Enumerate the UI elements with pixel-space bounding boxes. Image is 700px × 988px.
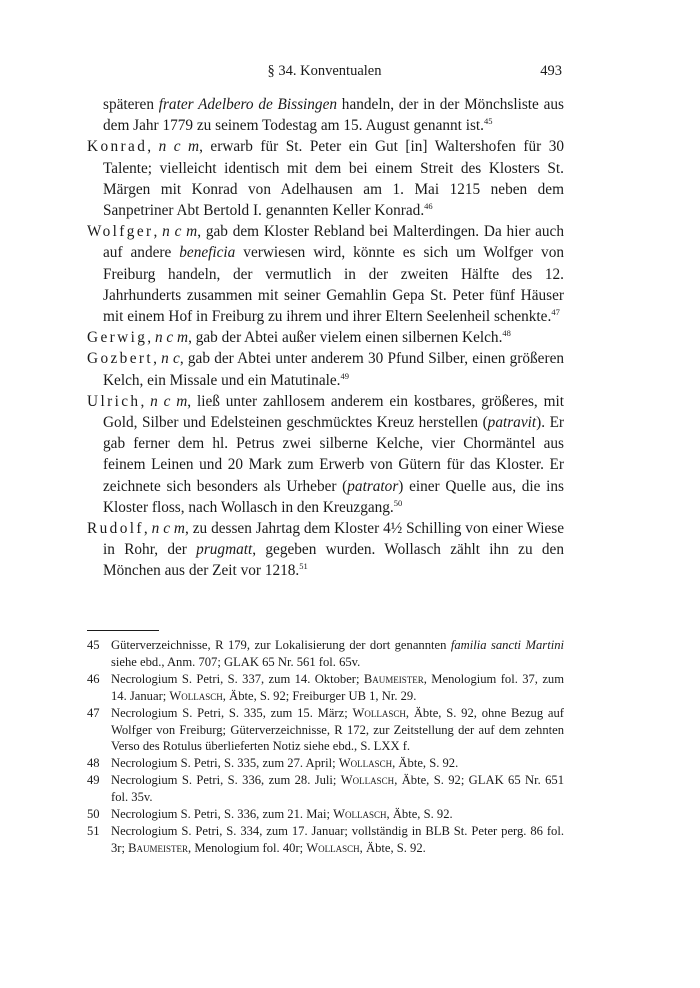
status-abbrev: n c m <box>162 223 198 241</box>
text-run: , ließ unter zahllosem anderem ein kostbares, größeres, mit Gold, Silber und Edelsteinen geschmücktes Kreuz herstellen ( <box>103 392 564 432</box>
text-run: handeln, der in der Mönchsliste aus dem Jahr 1779 zu seinem Todestag am 15. August genannt ist. <box>103 96 565 135</box>
footnote-50 <box>87 806 564 823</box>
text-run: Necrologium S. Petri, S. 337, zum 14. Oktober; <box>111 671 364 686</box>
footnote-49 <box>87 772 564 806</box>
entry-gozbert <box>87 348 564 390</box>
status-abbrev: n c m <box>151 520 185 538</box>
text-run: , gab dem Kloster Rebland bei Malterdingen. Da hier auch auf andere <box>103 223 564 262</box>
status-abbrev: n c m <box>158 138 200 156</box>
text-run: späteren <box>103 96 159 113</box>
footnote-ref[interactable]: 51 <box>299 561 308 572</box>
separator: , <box>147 329 155 347</box>
footnote-46 <box>87 671 564 705</box>
footnote-divider <box>87 630 159 631</box>
running-title: § 34. Konventualen <box>267 63 382 79</box>
text-run: , Äbte, S. 92. <box>392 756 459 771</box>
footnotes <box>87 637 564 857</box>
text-run: Necrologium S. Petri, S. 334, zum 17. Januar; vollständig in BLB St. Peter perg. 86 fol. 3r; <box>111 823 564 855</box>
footnote-45 <box>87 637 564 671</box>
monk-name: Gerwig <box>87 329 148 347</box>
text-run: , zu dessen Jahrtag dem Kloster 4½ Schilling von einer Wiese in Rohr, der <box>103 520 564 559</box>
text-run: ). Er gab ferner dem hl. Petrus zwei silberne Kelche, vier Chormäntel aus feinem Leinen und 20 Mark zum Erwerb von Gütern für das Kloster. Er zeichnete sich besonders als Urheber ( <box>103 414 565 495</box>
italic-run: beneficia <box>179 244 236 262</box>
monk-name: Gozbert <box>87 350 154 368</box>
text-run: ) einer Quelle aus, die ins Kloster floss, nach Wollasch in den Kreuzgang. <box>103 477 564 516</box>
footnote-48 <box>87 755 564 772</box>
text-run: , Äbte, S. 92, ohne Bezug auf Wolfger von Freiburg; Güterverzeichnisse, R 172, zur Zeitstellung der auf dem zehnten Verso des Rotulus überlieferten Notiz siehe ebd., S. LXX f. <box>111 705 564 754</box>
author-name: Wollasch <box>340 773 395 788</box>
footnote-number: 50 <box>87 807 100 822</box>
monk-name: Ulrich <box>87 392 141 410</box>
footnote-51 <box>87 823 564 857</box>
monk-name: Rudolf <box>87 520 144 538</box>
footnote-number: 45 <box>87 638 100 652</box>
italic-run: prugmatt <box>196 541 253 559</box>
author-name: Wollasch <box>333 807 387 822</box>
text-run: verwiesen wird, könnte es sich um Wolfger von Freiburg handeln, der vermutlich in der zweiten Hälfte des 12. Jahrhunderts zusammen mit seiner Gemahlin Gepa St. Peter fünf Häuser mit einem Hof in Freiburg zu ihrem und ihrer Eltern Seelenheil schenkte. <box>103 244 564 326</box>
monk-name: Wolfger <box>87 223 154 241</box>
text-run: , Äbte, S. 92; GLAK 65 Nr. 651 fol. 35v. <box>111 773 564 805</box>
author-name: Wollasch <box>306 840 360 855</box>
footnote-number: 46 <box>87 671 100 686</box>
text-run: , gab der Abtei außer vielem einen silbernen Kelch. <box>188 329 503 347</box>
footnote-number: 51 <box>87 823 100 838</box>
text-run: Necrologium S. Petri, S. 335, zum 27. April; <box>111 756 339 771</box>
status-abbrev: n c m <box>150 392 188 410</box>
status-abbrev: n c m <box>154 329 189 347</box>
entry-gerwig <box>87 327 564 348</box>
text-run: , erwarb für St. Peter ein Gut [in] Waltershofen für 30 Talente; vielleicht identisch mit dem bei einem Streit des Klosters St. Märgen mit Konrad von Adelhausen am 1. Mai 1215 neben dem Sanpetriner Abt Bertold I. genannten Keller Konrad. <box>103 138 564 220</box>
entry-wolfger <box>87 221 564 327</box>
text-run: , gab der Abtei unter anderem 30 Pfund Silber, einen größeren Kelch, ein Missale und ein Matutinale. <box>103 350 565 389</box>
separator: , <box>153 223 163 241</box>
author-name: Wollasch <box>338 756 393 771</box>
status-abbrev: n c <box>161 350 180 368</box>
text-run: Necrologium S. Petri, S. 335, zum 15. März; <box>111 705 353 720</box>
entry-konrad <box>87 136 564 221</box>
author-name: Baumeister <box>128 840 189 855</box>
monk-name: Konrad <box>87 138 148 156</box>
italic-run: familia sancti Martini <box>450 638 564 652</box>
separator: , <box>147 138 159 156</box>
footnote-number: 47 <box>87 705 100 720</box>
footnote-number: 49 <box>87 773 100 788</box>
footnote-ref[interactable]: 50 <box>393 497 403 508</box>
italic-run: frater Adelbero de Bissingen <box>158 96 338 113</box>
text-run: Necrologium S. Petri, S. 336, zum 21. Mai; <box>111 807 334 822</box>
text-run: siehe ebd., Anm. 707; GLAK 65 Nr. 561 fol. 65v. <box>111 654 361 669</box>
separator: , <box>143 520 152 538</box>
author-name: Wollasch <box>169 688 223 703</box>
entry-ulrich <box>87 391 564 518</box>
italic-run: patravit <box>487 414 537 432</box>
footnote-number: 48 <box>87 756 100 771</box>
separator: , <box>140 392 151 410</box>
entry-continuation <box>87 94 564 136</box>
footnote-ref[interactable]: 47 <box>551 307 560 318</box>
footnote-ref[interactable]: 48 <box>502 328 511 339</box>
text-run: Necrologium S. Petri, S. 336, zum 28. Juli; <box>111 773 341 788</box>
separator: , <box>153 350 162 368</box>
main-text <box>87 94 564 582</box>
footnote-ref[interactable]: 45 <box>484 116 493 127</box>
text-run: , Menologium fol. 40r; <box>188 840 307 855</box>
text-run: , Menologium fol. 37, zum 14. Januar; <box>111 671 565 703</box>
footnote-47 <box>87 705 564 756</box>
author-name: Baumeister <box>363 671 424 686</box>
italic-run: patrator <box>347 477 399 495</box>
text-run: , gegeben wurden. Wollasch zählt ihn zu den Mönchen aus der Zeit vor 1218. <box>103 541 564 580</box>
text-run: , Äbte, S. 92. <box>359 840 426 855</box>
text-run: Güterverzeichnisse, R 179, zur Lokalisierung der dort genannten <box>111 638 451 652</box>
text-run: , Äbte, S. 92. <box>386 807 453 822</box>
footnote-ref[interactable]: 46 <box>424 201 433 212</box>
author-name: Wollasch <box>352 705 406 720</box>
entry-rudolf <box>87 518 564 582</box>
page-number: 493 <box>540 63 562 79</box>
footnote-ref[interactable]: 49 <box>340 370 349 381</box>
text-run: , Äbte, S. 92; Freiburger UB 1, Nr. 29. <box>222 688 417 703</box>
